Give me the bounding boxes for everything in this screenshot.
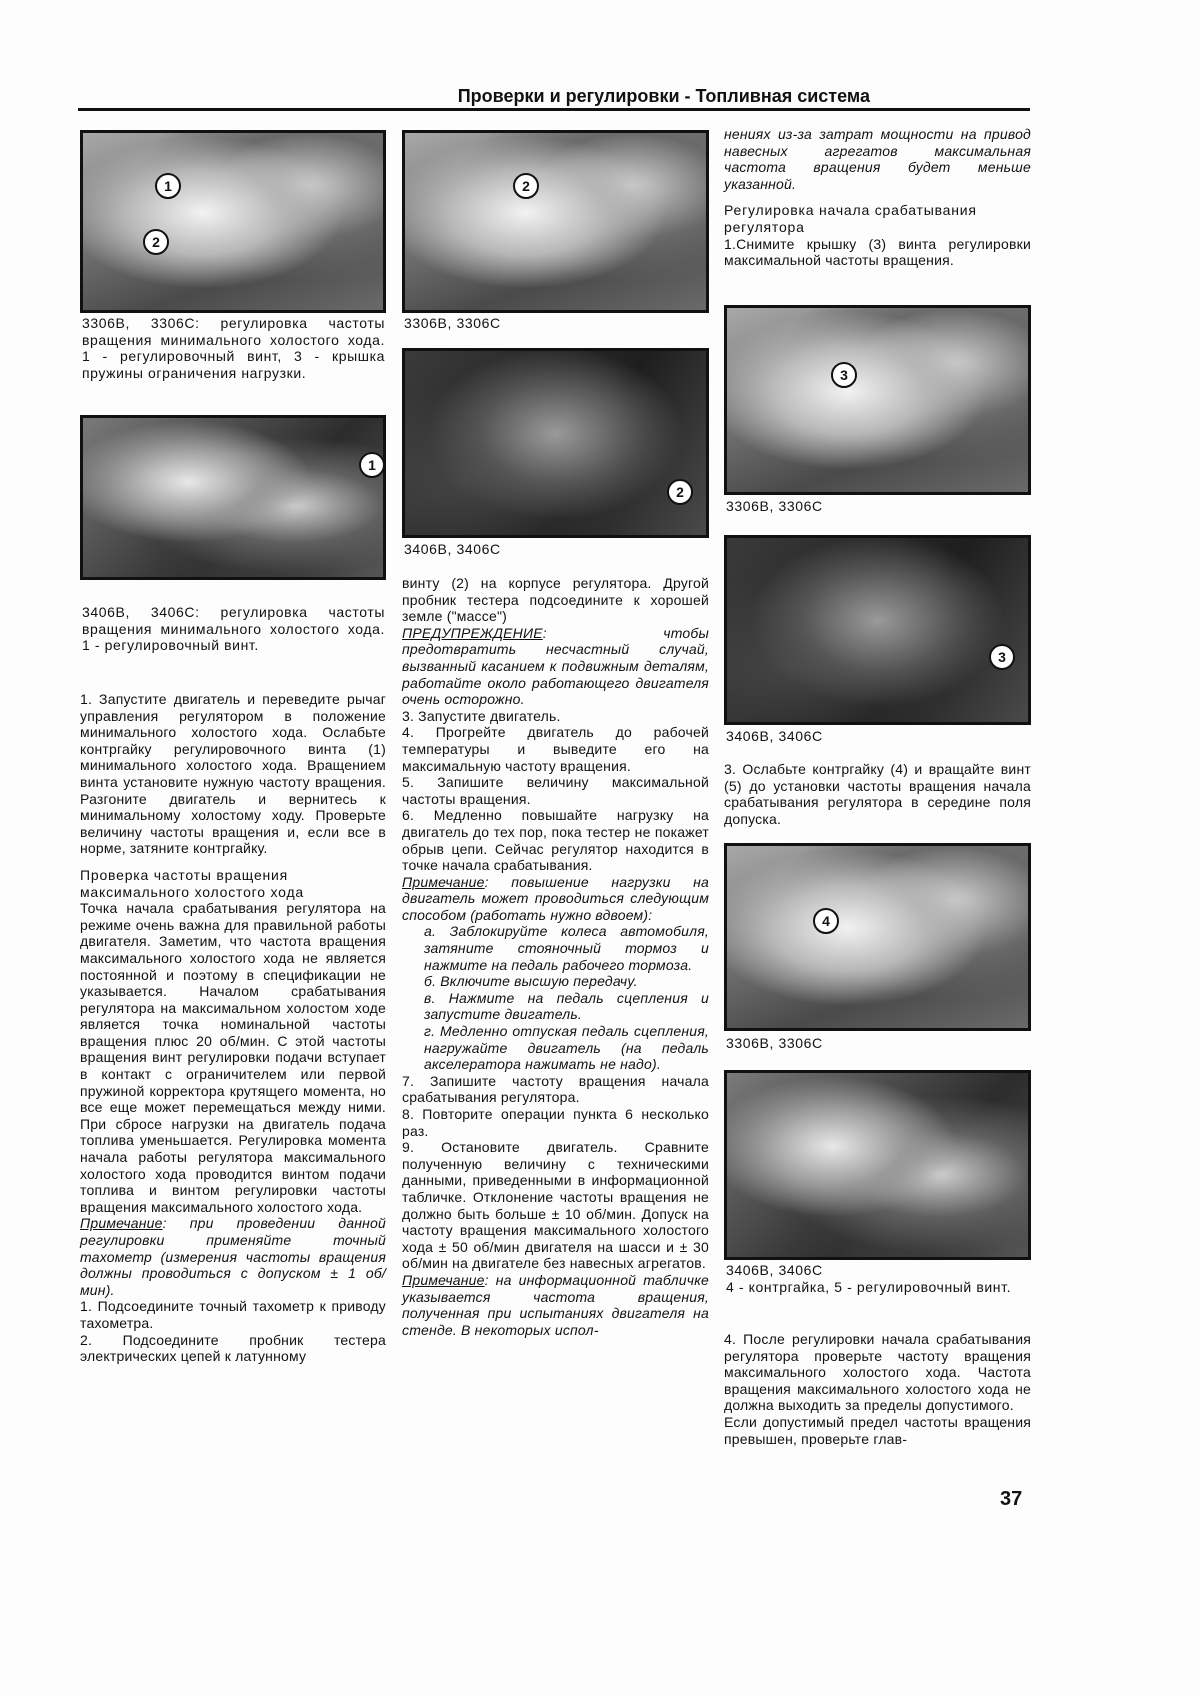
page-number: 37 (1000, 1488, 1023, 1510)
photo-caption (726, 1262, 1029, 1295)
photo-3306 (402, 130, 709, 313)
note-text: : повышение нагрузки на двигатель может проводиться следующим способом (работать нужно вдвоем): (402, 873, 709, 923)
column-3-text-bottom (724, 1331, 1031, 1447)
warning-text: : чтобы предотвратить несчастный случай, вызванный касанием к подвижным деталям, работайте около работающего двигателя очень осторожно. (402, 624, 709, 708)
callout-marker: 3 (989, 644, 1015, 670)
step-1-tachometer: 1. Подсоедините точный тахометр к приводу тахометра. (80, 1298, 386, 1331)
column-3-step-3 (724, 761, 1031, 827)
caption-text: 4 - контргайка, 5 - регулировочный винт. (726, 1278, 1012, 1295)
callout-marker: 2 (667, 479, 693, 505)
callout-marker: 1 (359, 452, 385, 478)
substep-a: а. Заблокируйте колеса автомобиля, затяните стояночный тормоз и нажмите на педаль рабочего тормоза. (424, 923, 709, 973)
photo-3306-min-idle (80, 130, 386, 313)
column-1-text (80, 691, 386, 1365)
header-divider (78, 108, 1030, 111)
step-3: 3. Ослабьте контргайку (4) и вращайте винт (5) до установки частоты вращения начала срабатывания регулятора в середине поля допуска. (724, 761, 1031, 827)
callout-marker: 4 (813, 908, 839, 934)
photo-caption: 3306В, 3306С (404, 315, 501, 331)
photo-caption: 3306В, 3306С: регулировка частоты вращения минимального холостого хода. 1 - регулировочный винт, 3 - крышка пружины ограничения нагрузки. (82, 315, 385, 381)
section-heading: Проверка частоты вращения максимального холостого хода (80, 866, 305, 900)
photo-caption: 3406В, 3406С (404, 541, 501, 557)
paragraph: Если допустимый предел частоты вращения превышен, проверьте глав- (724, 1413, 1031, 1447)
step-8: 8. Повторите операции пункта 6 несколько раз. (402, 1106, 709, 1139)
note-label: Примечание (402, 873, 485, 890)
warning-label: ПРЕДУПРЕЖДЕНИЕ (402, 624, 543, 641)
note-text: : при проведении данной регулировки применяйте точный тахометр (измерения частоты вращения должны проводиться с допуском ± 1 об/мин). (80, 1215, 386, 1298)
step-9: 9. Остановите двигатель. Сравните полученную величину с техническими данными, приведенными в информационной табличке. Отклонение частоты вращения не должно быть больше ± 10 об/мин. Допуск на частоту вращения максимального холостого хода ± 50 об/мин двигателя на шасси и ± 30 об/мин на двигателе без навесных агрегатов. (402, 1139, 709, 1272)
note-label: Примечание (402, 1271, 485, 1288)
callout-marker: 2 (143, 229, 169, 255)
callout-marker: 2 (513, 173, 539, 199)
step-2-tester: 2. Подсоедините пробник тестера электрических цепей к латунному (80, 1331, 386, 1365)
photo-3306-cap (724, 305, 1031, 495)
photo-caption: 3306В, 3306С (726, 498, 823, 514)
photo-3406 (402, 348, 709, 538)
step-4: 4. После регулировки начала срабатывания регулятора проверьте частоту вращения максимального холостого хода. Частота вращения максимального холостого хода не должна выходить за пределы допустимого. (724, 1331, 1031, 1414)
photo-caption: 3406В, 3406С (726, 728, 823, 744)
photo-3306-locknut (724, 843, 1031, 1031)
step-5: 5. Запишите величину максимальной частоты вращения. (402, 774, 709, 807)
callout-marker: 3 (831, 362, 857, 388)
note-label: Примечание (80, 1215, 163, 1232)
paragraph: Точка начала срабатывания регулятора на режиме очень важна для правильной работы двигателя. Заметим, что частота вращения максимального холостого хода не является постоянной и поэтому в спецификации не указывается. Началом срабатывания регулятора на максимальном холостом ходе является точка номинальной частоты вращения плюс 20 об/мин. С этой частоты вращения винт регулировки подачи вступает в контакт с ограничителем или первой пружиной корректора крутящего момента, но все еще может перемещаться между ними. При сбросе нагрузки на двигатель подача топлива уменьшается. Регулировка момента начала работы регулятора максимального холостого хода проводится винтом подачи топлива и винтом регулировки частоты вращения максимального холостого хода. (80, 900, 386, 1215)
substep-d: г. Медленно отпуская педаль сцепления, нагружайте двигатель (на педаль акселератора нажимать не надо). (424, 1023, 709, 1073)
paragraph: винту (2) на корпусе регулятора. Другой пробник тестера подсоедините к хорошей земле ("массе") (402, 575, 709, 625)
caption-title: 3406В, 3406С (726, 1262, 823, 1278)
section-heading: Регулировка начала срабатывания регулятора (724, 202, 977, 235)
step-7: 7. Запишите частоту вращения начала срабатывания регулятора. (402, 1072, 709, 1106)
step-1-remove-cap: 1.Снимите крышку (3) винта регулировки максимальной частоты вращения. (724, 235, 1031, 269)
note-text: : на информационной табличке указывается частота вращения, полученная при испытаниях двигателя на стенде. В некоторых испол- (402, 1271, 709, 1338)
page-header-title: Проверки и регулировки - Топливная система (457, 86, 870, 106)
column-2-text (402, 575, 709, 1338)
photo-caption: 3306В, 3306С (726, 1035, 823, 1051)
column-3-text-top (724, 126, 1031, 269)
callout-marker: 1 (155, 173, 181, 199)
step-4: 4. Прогрейте двигатель до рабочей температуры и выведите его на максимальную частоту вращения. (402, 724, 709, 774)
substep-b: б. Включите высшую передачу. (424, 973, 638, 990)
step-6: 6. Медленно повышайте нагрузку на двигатель до тех пор, пока тестер не покажет обрыв цепи. Сейчас регулятор находится в точке начала срабатывания. (402, 807, 709, 874)
photo-3406-min-idle (80, 415, 386, 580)
photo-3406-locknut (724, 1070, 1031, 1260)
step-3: 3. Запустите двигатель. (402, 707, 561, 724)
step-1: 1. Запустите двигатель и переведите рычаг управления регулятором в положение минимального холостого хода. Ослабьте контргайку регулировочного винта (1) минимального холостого хода. Вращением винта установите нужную частоту вращения. Разгоните двигатель и вернитесь к минимальному холостому ходу. Проверьте величину частоты вращения и, если все в норме, затяните контргайку. (80, 691, 386, 857)
paragraph: нениях из-за затрат мощности на привод навесных агрегатов максимальная частота вращения будет меньше указанной. (724, 126, 1031, 192)
photo-caption: 3406В, 3406С: регулировка частоты вращения минимального холостого хода. 1 - регулировочный винт. (82, 604, 385, 654)
photo-3406-cap (724, 535, 1031, 725)
substep-c: в. Нажмите на педаль сцепления и запустите двигатель. (424, 989, 709, 1023)
